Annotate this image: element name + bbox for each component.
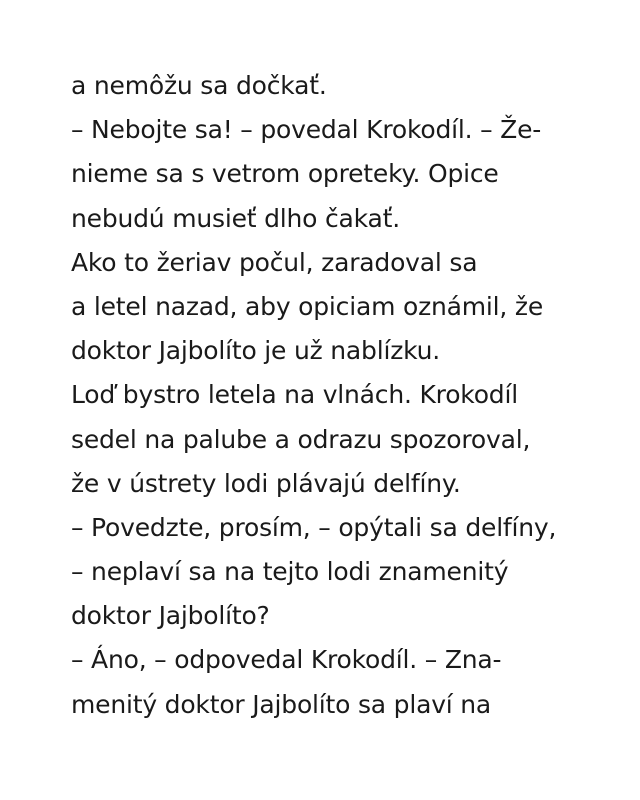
text-line: a nemôžu sa dočkať. bbox=[71, 71, 327, 100]
text-line: sedel na palube a odrazu spozoroval, bbox=[71, 424, 531, 454]
text-line: nebudú musieť dlho čakať. bbox=[71, 203, 400, 233]
text-line: nieme sa s vetrom opreteky. Opice bbox=[71, 159, 499, 189]
text-line: Ako to žeriav počul, zaradoval sa bbox=[71, 247, 478, 277]
text-line: – neplaví sa na tejto lodi znamenitý bbox=[71, 557, 509, 587]
text-line: Loď bystro letela na vlnách. Krokodíl bbox=[71, 380, 518, 410]
page-text bbox=[71, 64, 631, 727]
text-line: – Áno, – odpovedal Krokodíl. – Zna- bbox=[71, 645, 502, 675]
text-line: že v ústrety lodi plávajú delfíny. bbox=[71, 468, 461, 498]
text-line: menitý doktor Jajbolíto sa plaví na bbox=[71, 689, 492, 719]
text-line: – Nebojte sa! – povedal Krokodíl. – Že- bbox=[71, 115, 542, 145]
text-line: – Povedzte, prosím, – opýtali sa delfíny, bbox=[71, 512, 557, 542]
text-line: a letel nazad, aby opiciam oznámil, že bbox=[71, 291, 544, 321]
text-line: doktor Jajbolíto? bbox=[71, 601, 270, 631]
text-line: doktor Jajbolíto je už nablízku. bbox=[71, 336, 441, 366]
